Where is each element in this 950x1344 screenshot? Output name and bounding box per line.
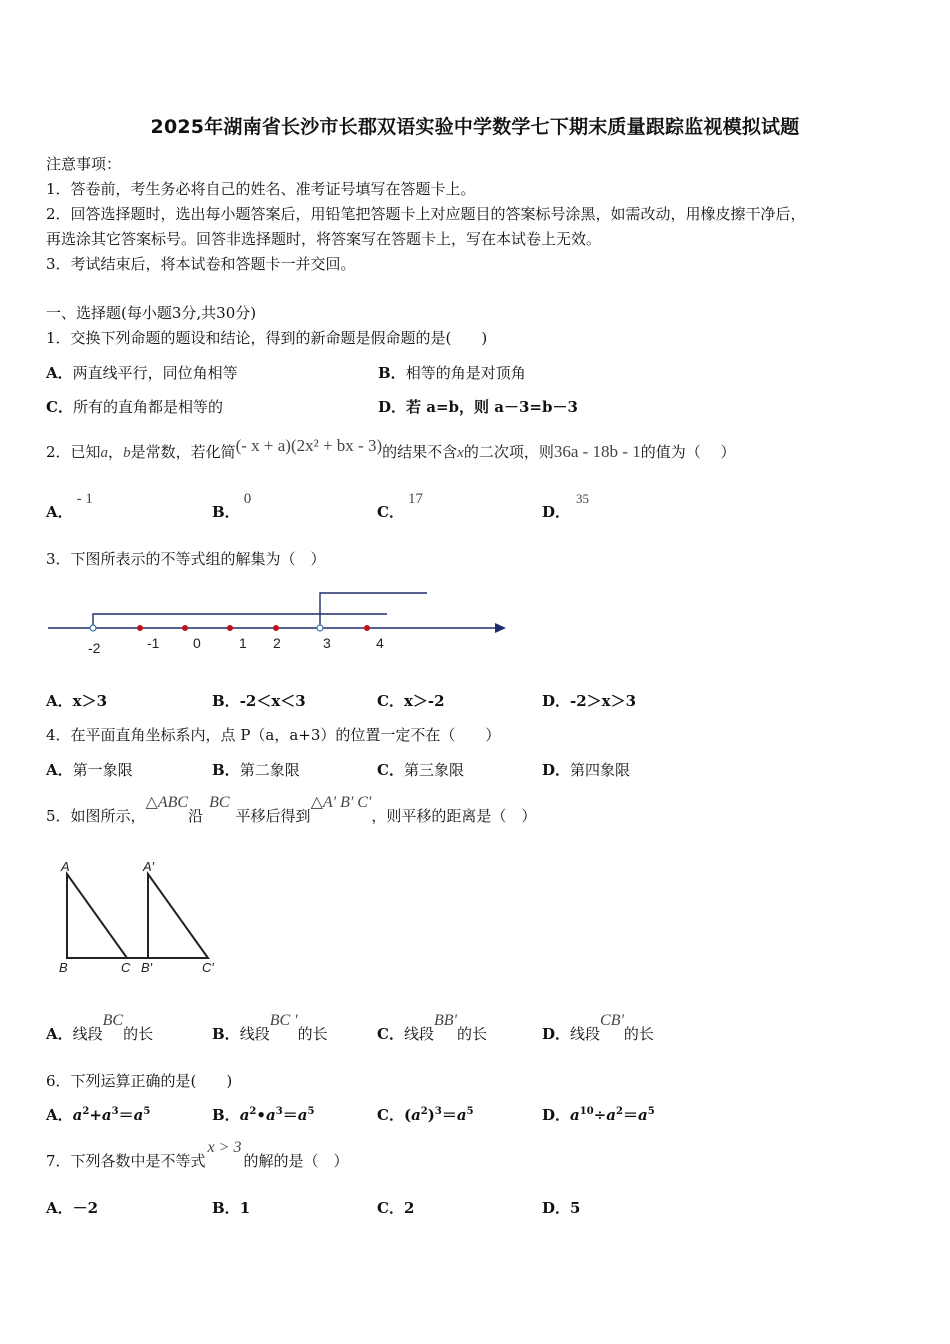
option-post: 的长 [456,1025,487,1043]
notice-item-2-line-2: 再选涂其它答案标号。回答非选择题时，将答案写在答题卡上，写在本试卷上无效。 [46,230,602,248]
option-label: C． [377,1025,404,1043]
q7-stem [46,1139,349,1171]
option-pre: 线段 [570,1025,601,1043]
q3-option-d [542,690,636,711]
option-label: C． [377,503,404,521]
option-label: B． [212,1199,240,1217]
tick-label-0: 0 [193,635,201,651]
open-point-3 [317,625,323,631]
q2-text-3: 的二次项，则 [463,443,554,461]
q7-option-b [212,1197,250,1218]
option-label: D． [542,1199,571,1217]
option-pre: 线段 [72,1025,103,1043]
option-value: 17 [407,491,423,507]
q4-option-c [377,759,464,780]
option-value: 35 [576,491,590,506]
q2-expression-2: 36a - 18b - 1 [553,442,641,461]
option-text: 第一象限 [72,761,133,779]
option-label: A． [46,1199,73,1217]
option-label: C． [377,761,404,779]
option-text: 第四象限 [570,761,631,779]
q7-number: 7．下列各数中是不等式 [46,1152,206,1170]
option-text: 所有的直角都是相等的 [72,398,223,416]
label-c: C [121,960,131,975]
q7-text: 的解的是（ ） [243,1152,349,1170]
tick-label-neg1: -1 [147,635,160,651]
point-2 [273,625,279,631]
q3-option-b [212,690,306,711]
q5-triangle-abc-prime: △A' B' C' [310,794,372,811]
q2-var-b: b [123,445,131,461]
point-4 [364,625,370,631]
option-label: A． [46,1025,73,1043]
q2-option-c [377,491,423,522]
option-label: C． [377,1106,404,1124]
q5-option-d [542,1012,654,1044]
option-text: 2 [403,1199,415,1217]
option-text: －2 [72,1199,99,1217]
option-text: 第三象限 [403,761,464,779]
q2-text-2: 的结果不含 [382,443,458,461]
solution-bracket-left [93,614,387,628]
option-label: B． [212,692,240,710]
option-value: 0 [243,491,252,507]
option-label: D． [542,503,571,521]
option-label: C． [377,1199,404,1217]
q7-option-d [542,1197,580,1218]
option-label: D． [542,692,571,710]
option-label: B． [212,1025,240,1043]
option-text: x＞-2 [403,692,445,710]
q2-option-d [542,491,590,522]
option-text: 5 [570,1199,581,1217]
option-label: C． [46,398,73,416]
q5-text-1: 沿 [188,807,204,825]
q2-text-4: 的值为（ ） [640,443,736,461]
option-label: D． [542,1025,571,1043]
option-text: -2＜x＜3 [239,692,306,710]
q1-option-d [378,396,578,417]
q2-number: 2．已知 [46,443,101,461]
option-label: C． [377,692,404,710]
q3-stem: 3．下图所表示的不等式组的解集为（ ） [46,550,326,568]
q6-option-b: B．$a^2•a^3=a^5$ [212,1106,315,1124]
option-segment: BC ' [269,1012,298,1029]
q2-option-b [212,491,252,522]
option-label: B． [378,364,406,382]
page-title: 2025年湖南省长沙市长郡双语实验中学数学七下期末质量跟踪监视模拟试题 [150,116,800,138]
q1-option-b [378,362,526,383]
translation-figure [55,852,230,980]
label-a: A [61,859,70,874]
q5-option-a [46,1012,154,1044]
q2-stem [46,436,736,462]
q5-triangle-abc: △ABC [145,794,189,811]
option-text: 相等的角是对顶角 [405,364,526,382]
q3-option-c [377,690,445,711]
option-label: A． [46,761,73,779]
section-heading: 一、选择题(每小题3分,共30分) [46,304,257,322]
axis-arrow [495,623,506,633]
q5-text-3: ，则平移的距离是（ ） [371,807,537,825]
q1-option-a [46,362,238,383]
option-label: A． [46,1106,73,1124]
q6-option-a: A．$a^2+a^3=a^5$ [46,1106,151,1124]
q5-option-b [212,1012,328,1044]
q1-stem: 1．交换下列命题的题设和结论，得到的新命题是假命题的是( ) [46,329,488,347]
notice-heading: 注意事项： [46,155,122,173]
option-text: x＞3 [72,692,108,710]
q5-number: 5．如图所示， [46,807,146,825]
notice-item-3: 3．考试结束后，将本试卷和答题卡一并交回。 [46,255,356,273]
q2-var-x: x [457,445,464,461]
option-post: 的长 [123,1025,154,1043]
q2-sep: ， [108,443,124,461]
point-neg1 [137,625,143,631]
point-1 [227,625,233,631]
option-pre: 线段 [403,1025,434,1043]
option-text: 第二象限 [239,761,300,779]
tick-label-1: 1 [239,635,247,651]
q2-expression: (- x + a)(2x² + bx - 3) [235,436,383,455]
tick-label-neg2: -2 [88,640,101,656]
option-label: A． [46,692,73,710]
notice-item-1: 1．答卷前，考生务必将自己的姓名、准考证号填写在答题卡上。 [46,180,476,198]
label-b-prime: B′ [141,960,153,975]
q6-option-c: C．$(a^2)^3=a^5$ [377,1106,474,1124]
q7-option-a [46,1197,98,1218]
q2-option-a [46,491,93,522]
q2-var-a: a [100,445,109,461]
q4-option-b [212,759,300,780]
label-a-prime: A′ [143,859,155,874]
q4-stem: 4．在平面直角坐标系内，点 P（a，a+3）的位置一定不在（ ） [46,726,501,744]
option-text: 两直线平行，同位角相等 [72,364,238,382]
q7-option-c [377,1197,414,1218]
option-label: B． [212,761,240,779]
triangle-abc [67,874,127,958]
tick-label-2: 2 [273,635,281,651]
q5-stem [46,794,537,826]
q6-option-d: D．$a^{10}\div a^2=a^5$ [542,1106,655,1124]
q3-option-a [46,690,107,711]
number-line-figure [40,585,520,665]
solution-bracket-right [320,593,427,628]
option-text: 若 a=b，则 a－3=b－3 [406,398,578,416]
q4-option-d [542,759,630,780]
option-post: 的长 [297,1025,328,1043]
point-0 [182,625,188,631]
label-b: B [59,960,68,975]
q5-segment-bc: BC [209,794,230,811]
q1-option-c [46,396,223,417]
option-post: 的长 [623,1025,654,1043]
option-label: D． [542,1106,571,1124]
tick-label-3: 3 [323,635,331,651]
triangle-abc-prime [148,874,208,958]
q2-text-1: 是常数，若化简 [130,443,236,461]
notice-item-2-line-1: 2．回答选择题时，选出每小题答案后，用铅笔把答题卡上对应题目的答案标号涂黑，如需改动，用橡皮擦干净后， [46,205,806,223]
q5-option-c [377,1012,487,1044]
option-value: - 1 [76,491,93,507]
option-label: D． [378,398,407,416]
q7-inequality: x > 3 [207,1139,242,1156]
open-point-neg2 [90,625,96,631]
option-segment: CB' [600,1012,624,1029]
option-text: -2＞x＞3 [570,692,637,710]
tick-label-4: 4 [376,635,384,651]
option-segment: BC [102,1012,124,1029]
q4-option-a [46,759,133,780]
option-label: B． [212,1106,240,1124]
option-text: 1 [239,1199,251,1217]
option-label: B． [212,503,240,521]
option-pre: 线段 [239,1025,270,1043]
label-c-prime: C′ [202,960,214,975]
option-label: A． [46,364,73,382]
q6-stem: 6．下列运算正确的是( ) [46,1072,233,1090]
option-label: A． [46,503,73,521]
q5-text-2: 平移后得到 [235,807,311,825]
option-label: D． [542,761,571,779]
option-segment: BB' [433,1012,457,1029]
